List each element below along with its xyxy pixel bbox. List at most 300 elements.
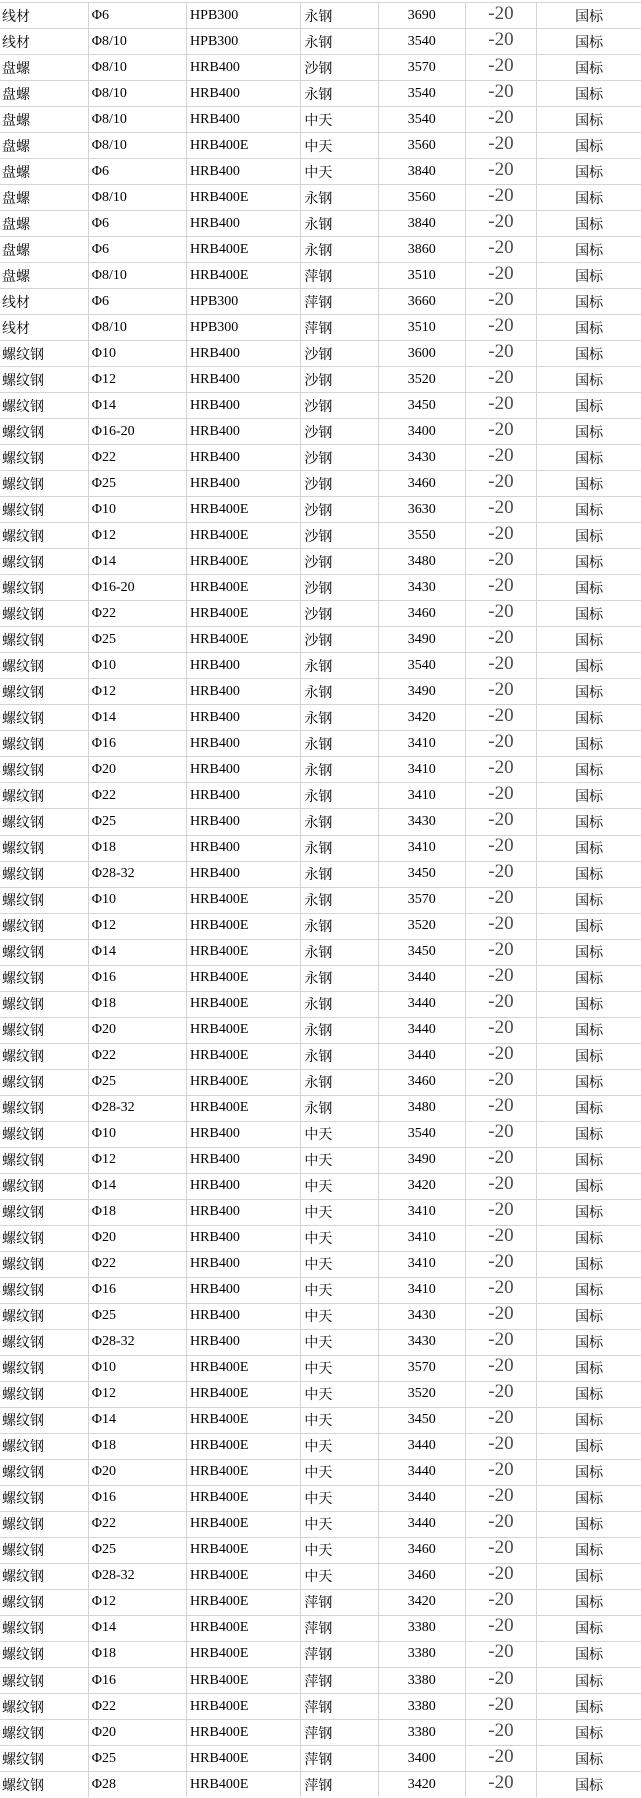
cell-change[interactable]: [466, 1512, 538, 1537]
cell-price[interactable]: [379, 966, 466, 991]
cell-standard[interactable]: [537, 549, 641, 574]
cell-grade[interactable]: [187, 1694, 301, 1719]
cell-price[interactable]: [379, 888, 466, 913]
cell-standard[interactable]: [537, 1096, 641, 1121]
cell-price[interactable]: [379, 367, 466, 392]
cell-standard[interactable]: [537, 3, 641, 28]
cell-grade[interactable]: [187, 1486, 301, 1511]
cell-grade[interactable]: [187, 419, 301, 444]
cell-spec[interactable]: [89, 679, 187, 704]
cell-mill[interactable]: [301, 3, 379, 28]
cell-spec[interactable]: [89, 367, 187, 392]
cell-product[interactable]: [0, 1304, 89, 1329]
cell-change[interactable]: [466, 1278, 538, 1303]
cell-standard[interactable]: [537, 1200, 641, 1225]
cell-mill[interactable]: [301, 81, 379, 106]
cell-change[interactable]: [466, 1408, 538, 1433]
cell-standard[interactable]: [537, 1356, 641, 1381]
cell-grade[interactable]: [187, 1642, 301, 1667]
cell-change[interactable]: [466, 1382, 538, 1407]
cell-spec[interactable]: [89, 549, 187, 574]
cell-spec[interactable]: [89, 1772, 187, 1797]
cell-standard[interactable]: [537, 992, 641, 1017]
cell-change[interactable]: [466, 367, 538, 392]
cell-spec[interactable]: [89, 341, 187, 366]
cell-change[interactable]: [466, 601, 538, 626]
cell-change[interactable]: [466, 1694, 538, 1719]
cell-product[interactable]: [0, 1694, 89, 1719]
cell-product[interactable]: [0, 1226, 89, 1251]
cell-product[interactable]: [0, 393, 89, 418]
cell-spec[interactable]: [89, 836, 187, 861]
cell-price[interactable]: [379, 757, 466, 782]
cell-grade[interactable]: [187, 888, 301, 913]
cell-mill[interactable]: [301, 940, 379, 965]
cell-product[interactable]: [0, 1096, 89, 1121]
cell-product[interactable]: [0, 367, 89, 392]
cell-grade[interactable]: [187, 1070, 301, 1095]
cell-standard[interactable]: [537, 679, 641, 704]
cell-spec[interactable]: [89, 992, 187, 1017]
cell-spec[interactable]: [89, 1434, 187, 1459]
cell-change[interactable]: [466, 211, 538, 236]
cell-price[interactable]: [379, 159, 466, 184]
cell-product[interactable]: [0, 237, 89, 262]
cell-change[interactable]: [466, 1746, 538, 1771]
cell-change[interactable]: [466, 471, 538, 496]
cell-product[interactable]: [0, 1564, 89, 1589]
cell-change[interactable]: [466, 1486, 538, 1511]
cell-standard[interactable]: [537, 809, 641, 834]
cell-price[interactable]: [379, 1590, 466, 1615]
cell-standard[interactable]: [537, 1642, 641, 1667]
cell-product[interactable]: [0, 1642, 89, 1667]
cell-standard[interactable]: [537, 367, 641, 392]
cell-price[interactable]: [379, 1512, 466, 1537]
cell-spec[interactable]: [89, 1642, 187, 1667]
cell-product[interactable]: [0, 1720, 89, 1745]
cell-mill[interactable]: [301, 1200, 379, 1225]
cell-mill[interactable]: [301, 783, 379, 808]
cell-standard[interactable]: [537, 211, 641, 236]
cell-spec[interactable]: [89, 419, 187, 444]
cell-grade[interactable]: [187, 1122, 301, 1147]
cell-standard[interactable]: [537, 1486, 641, 1511]
cell-mill[interactable]: [301, 862, 379, 887]
cell-spec[interactable]: [89, 107, 187, 132]
cell-grade[interactable]: [187, 731, 301, 756]
cell-product[interactable]: [0, 836, 89, 861]
cell-grade[interactable]: [187, 471, 301, 496]
cell-price[interactable]: [379, 341, 466, 366]
cell-spec[interactable]: [89, 1694, 187, 1719]
cell-mill[interactable]: [301, 445, 379, 470]
cell-standard[interactable]: [537, 757, 641, 782]
cell-price[interactable]: [379, 419, 466, 444]
cell-grade[interactable]: [187, 679, 301, 704]
cell-product[interactable]: [0, 1772, 89, 1797]
cell-product[interactable]: [0, 575, 89, 600]
cell-change[interactable]: [466, 783, 538, 808]
cell-grade[interactable]: [187, 3, 301, 28]
cell-product[interactable]: [0, 862, 89, 887]
cell-grade[interactable]: [187, 1304, 301, 1329]
cell-grade[interactable]: [187, 81, 301, 106]
cell-grade[interactable]: [187, 1538, 301, 1563]
cell-product[interactable]: [0, 914, 89, 939]
cell-grade[interactable]: [187, 1616, 301, 1641]
cell-standard[interactable]: [537, 1018, 641, 1043]
cell-price[interactable]: [379, 809, 466, 834]
cell-mill[interactable]: [301, 809, 379, 834]
cell-standard[interactable]: [537, 1330, 641, 1355]
cell-change[interactable]: [466, 679, 538, 704]
cell-standard[interactable]: [537, 445, 641, 470]
cell-price[interactable]: [379, 731, 466, 756]
cell-standard[interactable]: [537, 133, 641, 158]
cell-change[interactable]: [466, 1460, 538, 1485]
cell-product[interactable]: [0, 497, 89, 522]
cell-grade[interactable]: [187, 1330, 301, 1355]
cell-change[interactable]: [466, 1616, 538, 1641]
cell-price[interactable]: [379, 55, 466, 80]
cell-standard[interactable]: [537, 1616, 641, 1641]
cell-spec[interactable]: [89, 445, 187, 470]
cell-change[interactable]: [466, 888, 538, 913]
cell-change[interactable]: [466, 1096, 538, 1121]
cell-standard[interactable]: [537, 185, 641, 210]
cell-standard[interactable]: [537, 653, 641, 678]
cell-standard[interactable]: [537, 289, 641, 314]
cell-standard[interactable]: [537, 1148, 641, 1173]
cell-mill[interactable]: [301, 1070, 379, 1095]
cell-product[interactable]: [0, 1018, 89, 1043]
cell-mill[interactable]: [301, 419, 379, 444]
cell-price[interactable]: [379, 705, 466, 730]
cell-spec[interactable]: [89, 783, 187, 808]
cell-grade[interactable]: [187, 159, 301, 184]
cell-price[interactable]: [379, 237, 466, 262]
cell-price[interactable]: [379, 940, 466, 965]
cell-standard[interactable]: [537, 419, 641, 444]
cell-grade[interactable]: [187, 1382, 301, 1407]
cell-spec[interactable]: [89, 1278, 187, 1303]
cell-mill[interactable]: [301, 1330, 379, 1355]
cell-price[interactable]: [379, 81, 466, 106]
cell-spec[interactable]: [89, 888, 187, 913]
cell-mill[interactable]: [301, 653, 379, 678]
cell-spec[interactable]: [89, 1616, 187, 1641]
cell-grade[interactable]: [187, 1148, 301, 1173]
cell-change[interactable]: [466, 627, 538, 652]
cell-standard[interactable]: [537, 1278, 641, 1303]
cell-mill[interactable]: [301, 1564, 379, 1589]
cell-standard[interactable]: [537, 1382, 641, 1407]
cell-product[interactable]: [0, 940, 89, 965]
cell-price[interactable]: [379, 1434, 466, 1459]
cell-grade[interactable]: [187, 601, 301, 626]
cell-product[interactable]: [0, 419, 89, 444]
cell-mill[interactable]: [301, 1538, 379, 1563]
cell-spec[interactable]: [89, 1174, 187, 1199]
cell-change[interactable]: [466, 289, 538, 314]
cell-spec[interactable]: [89, 1356, 187, 1381]
cell-spec[interactable]: [89, 263, 187, 288]
cell-spec[interactable]: [89, 393, 187, 418]
cell-price[interactable]: [379, 1772, 466, 1797]
cell-grade[interactable]: [187, 836, 301, 861]
cell-mill[interactable]: [301, 211, 379, 236]
cell-mill[interactable]: [301, 289, 379, 314]
cell-standard[interactable]: [537, 1070, 641, 1095]
cell-change[interactable]: [466, 1200, 538, 1225]
cell-spec[interactable]: [89, 966, 187, 991]
cell-change[interactable]: [466, 263, 538, 288]
cell-change[interactable]: [466, 523, 538, 548]
cell-price[interactable]: [379, 471, 466, 496]
cell-standard[interactable]: [537, 601, 641, 626]
cell-product[interactable]: [0, 1174, 89, 1199]
cell-product[interactable]: [0, 211, 89, 236]
cell-standard[interactable]: [537, 55, 641, 80]
cell-grade[interactable]: [187, 497, 301, 522]
cell-mill[interactable]: [301, 1278, 379, 1303]
cell-change[interactable]: [466, 1044, 538, 1069]
cell-grade[interactable]: [187, 653, 301, 678]
cell-grade[interactable]: [187, 1044, 301, 1069]
cell-standard[interactable]: [537, 1512, 641, 1537]
cell-price[interactable]: [379, 393, 466, 418]
cell-product[interactable]: [0, 1668, 89, 1693]
cell-spec[interactable]: [89, 757, 187, 782]
cell-mill[interactable]: [301, 1356, 379, 1381]
cell-mill[interactable]: [301, 341, 379, 366]
cell-standard[interactable]: [537, 731, 641, 756]
cell-product[interactable]: [0, 107, 89, 132]
cell-grade[interactable]: [187, 1772, 301, 1797]
cell-mill[interactable]: [301, 1512, 379, 1537]
cell-price[interactable]: [379, 783, 466, 808]
cell-standard[interactable]: [537, 81, 641, 106]
cell-spec[interactable]: [89, 705, 187, 730]
cell-change[interactable]: [466, 3, 538, 28]
cell-price[interactable]: [379, 1174, 466, 1199]
cell-price[interactable]: [379, 1096, 466, 1121]
cell-standard[interactable]: [537, 940, 641, 965]
cell-change[interactable]: [466, 185, 538, 210]
cell-spec[interactable]: [89, 1590, 187, 1615]
cell-spec[interactable]: [89, 1122, 187, 1147]
cell-product[interactable]: [0, 341, 89, 366]
cell-product[interactable]: [0, 783, 89, 808]
cell-standard[interactable]: [537, 783, 641, 808]
cell-product[interactable]: [0, 1460, 89, 1485]
cell-spec[interactable]: [89, 1044, 187, 1069]
cell-price[interactable]: [379, 107, 466, 132]
cell-spec[interactable]: [89, 1252, 187, 1277]
cell-price[interactable]: [379, 914, 466, 939]
cell-product[interactable]: [0, 159, 89, 184]
cell-price[interactable]: [379, 1642, 466, 1667]
cell-mill[interactable]: [301, 1226, 379, 1251]
cell-product[interactable]: [0, 966, 89, 991]
cell-change[interactable]: [466, 341, 538, 366]
cell-mill[interactable]: [301, 1460, 379, 1485]
cell-standard[interactable]: [537, 966, 641, 991]
cell-price[interactable]: [379, 315, 466, 340]
cell-change[interactable]: [466, 1018, 538, 1043]
cell-price[interactable]: [379, 497, 466, 522]
cell-grade[interactable]: [187, 107, 301, 132]
cell-product[interactable]: [0, 523, 89, 548]
cell-standard[interactable]: [537, 159, 641, 184]
cell-change[interactable]: [466, 1538, 538, 1563]
cell-spec[interactable]: [89, 497, 187, 522]
cell-grade[interactable]: [187, 1174, 301, 1199]
cell-grade[interactable]: [187, 55, 301, 80]
cell-price[interactable]: [379, 211, 466, 236]
cell-spec[interactable]: [89, 575, 187, 600]
cell-mill[interactable]: [301, 1252, 379, 1277]
cell-price[interactable]: [379, 1070, 466, 1095]
cell-change[interactable]: [466, 914, 538, 939]
cell-change[interactable]: [466, 1226, 538, 1251]
cell-standard[interactable]: [537, 1434, 641, 1459]
cell-change[interactable]: [466, 940, 538, 965]
cell-spec[interactable]: [89, 133, 187, 158]
cell-product[interactable]: [0, 263, 89, 288]
cell-standard[interactable]: [537, 1720, 641, 1745]
cell-change[interactable]: [466, 55, 538, 80]
cell-spec[interactable]: [89, 315, 187, 340]
cell-standard[interactable]: [537, 1226, 641, 1251]
cell-product[interactable]: [0, 1486, 89, 1511]
cell-standard[interactable]: [537, 1538, 641, 1563]
cell-mill[interactable]: [301, 1148, 379, 1173]
cell-product[interactable]: [0, 1434, 89, 1459]
cell-grade[interactable]: [187, 1018, 301, 1043]
cell-price[interactable]: [379, 679, 466, 704]
cell-product[interactable]: [0, 315, 89, 340]
cell-product[interactable]: [0, 679, 89, 704]
cell-price[interactable]: [379, 862, 466, 887]
cell-change[interactable]: [466, 1434, 538, 1459]
cell-price[interactable]: [379, 1668, 466, 1693]
cell-mill[interactable]: [301, 1616, 379, 1641]
cell-standard[interactable]: [537, 471, 641, 496]
cell-mill[interactable]: [301, 1044, 379, 1069]
cell-change[interactable]: [466, 1590, 538, 1615]
cell-price[interactable]: [379, 575, 466, 600]
cell-mill[interactable]: [301, 914, 379, 939]
cell-spec[interactable]: [89, 627, 187, 652]
cell-price[interactable]: [379, 627, 466, 652]
cell-standard[interactable]: [537, 523, 641, 548]
cell-grade[interactable]: [187, 1512, 301, 1537]
cell-grade[interactable]: [187, 185, 301, 210]
cell-price[interactable]: [379, 1226, 466, 1251]
cell-change[interactable]: [466, 81, 538, 106]
cell-mill[interactable]: [301, 185, 379, 210]
cell-spec[interactable]: [89, 809, 187, 834]
cell-change[interactable]: [466, 133, 538, 158]
cell-grade[interactable]: [187, 1590, 301, 1615]
cell-price[interactable]: [379, 1616, 466, 1641]
cell-price[interactable]: [379, 1018, 466, 1043]
cell-standard[interactable]: [537, 1408, 641, 1433]
cell-grade[interactable]: [187, 783, 301, 808]
cell-change[interactable]: [466, 705, 538, 730]
cell-grade[interactable]: [187, 1668, 301, 1693]
cell-price[interactable]: [379, 133, 466, 158]
cell-spec[interactable]: [89, 601, 187, 626]
cell-change[interactable]: [466, 497, 538, 522]
cell-product[interactable]: [0, 731, 89, 756]
cell-change[interactable]: [466, 1148, 538, 1173]
cell-change[interactable]: [466, 809, 538, 834]
cell-standard[interactable]: [537, 836, 641, 861]
cell-grade[interactable]: [187, 1278, 301, 1303]
cell-price[interactable]: [379, 1746, 466, 1771]
cell-product[interactable]: [0, 549, 89, 574]
cell-grade[interactable]: [187, 315, 301, 340]
cell-mill[interactable]: [301, 679, 379, 704]
cell-mill[interactable]: [301, 1174, 379, 1199]
cell-spec[interactable]: [89, 211, 187, 236]
cell-spec[interactable]: [89, 159, 187, 184]
cell-mill[interactable]: [301, 731, 379, 756]
cell-grade[interactable]: [187, 627, 301, 652]
cell-price[interactable]: [379, 653, 466, 678]
cell-price[interactable]: [379, 1148, 466, 1173]
cell-price[interactable]: [379, 1486, 466, 1511]
cell-spec[interactable]: [89, 55, 187, 80]
cell-grade[interactable]: [187, 914, 301, 939]
cell-grade[interactable]: [187, 211, 301, 236]
cell-spec[interactable]: [89, 1148, 187, 1173]
cell-grade[interactable]: [187, 1746, 301, 1771]
cell-change[interactable]: [466, 393, 538, 418]
cell-price[interactable]: [379, 263, 466, 288]
cell-grade[interactable]: [187, 549, 301, 574]
cell-change[interactable]: [466, 1564, 538, 1589]
cell-mill[interactable]: [301, 1668, 379, 1693]
cell-mill[interactable]: [301, 1408, 379, 1433]
cell-price[interactable]: [379, 1330, 466, 1355]
cell-change[interactable]: [466, 992, 538, 1017]
cell-standard[interactable]: [537, 1590, 641, 1615]
cell-mill[interactable]: [301, 523, 379, 548]
cell-product[interactable]: [0, 1512, 89, 1537]
cell-standard[interactable]: [537, 497, 641, 522]
cell-spec[interactable]: [89, 731, 187, 756]
cell-mill[interactable]: [301, 1746, 379, 1771]
cell-grade[interactable]: [187, 367, 301, 392]
cell-mill[interactable]: [301, 1694, 379, 1719]
cell-mill[interactable]: [301, 1304, 379, 1329]
cell-spec[interactable]: [89, 1304, 187, 1329]
cell-grade[interactable]: [187, 1564, 301, 1589]
cell-mill[interactable]: [301, 757, 379, 782]
cell-product[interactable]: [0, 705, 89, 730]
cell-spec[interactable]: [89, 1018, 187, 1043]
cell-spec[interactable]: [89, 471, 187, 496]
cell-grade[interactable]: [187, 757, 301, 782]
cell-change[interactable]: [466, 731, 538, 756]
cell-product[interactable]: [0, 1382, 89, 1407]
cell-product[interactable]: [0, 1044, 89, 1069]
cell-price[interactable]: [379, 1408, 466, 1433]
